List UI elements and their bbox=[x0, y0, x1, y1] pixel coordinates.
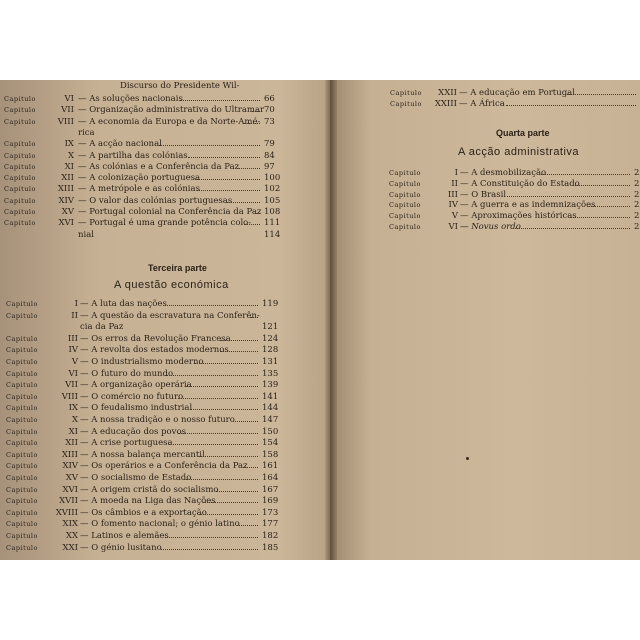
page-number: 185 bbox=[262, 542, 279, 553]
leader-dots bbox=[515, 222, 630, 229]
chapter-number: XXI bbox=[62, 542, 78, 553]
page-number: 2 bbox=[634, 189, 640, 200]
chapter-word: Capitulo bbox=[4, 95, 36, 103]
page-number: 66 bbox=[264, 94, 275, 104]
leader-dots bbox=[237, 519, 258, 526]
section-label-quarta: Quarta parte bbox=[496, 128, 550, 138]
chapter-word: Capitulo bbox=[6, 358, 38, 366]
chapter-title: — A África bbox=[459, 99, 505, 109]
chapter-number: XX bbox=[65, 531, 78, 541]
chapter-word: Capitulo bbox=[389, 190, 421, 199]
chapter-word: Capitulo bbox=[6, 462, 38, 471]
chapter-word: Capitulo bbox=[389, 212, 421, 221]
page-number: 141 bbox=[262, 391, 279, 402]
chapter-word: Capitulo bbox=[6, 404, 38, 413]
leader-dots bbox=[199, 450, 258, 457]
chapter-number: XIII bbox=[61, 449, 78, 460]
page-number: 124 bbox=[262, 333, 279, 344]
chapter-number: IX bbox=[64, 139, 74, 150]
page-number: 111 bbox=[264, 218, 281, 229]
section-label-terceira: Terceira parte bbox=[148, 263, 207, 273]
chapter-title: — A economia da Europa e da Norte-Amé- bbox=[78, 116, 261, 127]
chapter-number: IV bbox=[448, 200, 458, 211]
chapter-title: — A metrópole e as colónias bbox=[78, 184, 200, 195]
leader-dots bbox=[161, 543, 259, 550]
chapter-number: II bbox=[71, 310, 78, 321]
chapter-word: Capitulo bbox=[4, 140, 36, 149]
chapter-word: Capitulo bbox=[6, 497, 38, 506]
chapter-title: — A Constituição do Estado bbox=[460, 178, 580, 189]
chapter-number: XVIII bbox=[55, 507, 78, 518]
page-number: 97 bbox=[264, 161, 275, 172]
leader-dots bbox=[252, 105, 260, 112]
chapter-word: Capitulo bbox=[4, 117, 36, 126]
leader-dots bbox=[235, 162, 260, 169]
chapter-word: Capitulo bbox=[6, 450, 38, 459]
chapter-word: Capitulo bbox=[389, 223, 421, 231]
leader-dots bbox=[233, 415, 258, 422]
ink-spot bbox=[466, 457, 469, 460]
chapter-number: III bbox=[447, 189, 458, 200]
leader-dots bbox=[165, 369, 258, 376]
leader-dots bbox=[565, 88, 636, 95]
leader-dots bbox=[190, 403, 258, 410]
page-number: 79 bbox=[264, 139, 275, 150]
chapter-title: — A crise portuguesa bbox=[80, 438, 173, 449]
chapter-title: — A moeda na Liga das Nações bbox=[80, 496, 216, 507]
chapter-word: Capitulo bbox=[389, 169, 421, 177]
page-number: 150 bbox=[262, 426, 279, 437]
chapter-title: rica bbox=[78, 127, 95, 138]
chapter-title: — A educação dos povos bbox=[80, 426, 186, 437]
chapter-word: Capitulo bbox=[6, 311, 38, 320]
chapter-title: — Aproximações históricas bbox=[460, 211, 577, 222]
chapter-title: — A partilha das colónias bbox=[78, 150, 188, 161]
chapter-title: — O socialismo de Estado bbox=[80, 473, 192, 483]
chapter-number: VIII bbox=[57, 116, 74, 127]
chapter-title: — As colónias e a Conferência da Paz bbox=[78, 161, 240, 172]
leader-dots bbox=[199, 508, 258, 515]
leader-dots bbox=[186, 380, 258, 387]
leader-dots bbox=[188, 151, 260, 158]
chapter-title: — A origem cristã do socialismo bbox=[80, 484, 219, 495]
chapter-title: — Organização administrativa do Ultramar bbox=[78, 105, 265, 116]
chapter-number: XV bbox=[61, 207, 74, 217]
chapter-number: XI bbox=[64, 161, 74, 172]
page-number: 147 bbox=[262, 415, 279, 425]
chapter-word: Capitulo bbox=[6, 381, 38, 390]
chapter-word: Capitulo bbox=[4, 106, 36, 115]
chapter-word: Capitulo bbox=[6, 416, 38, 424]
chapter-title: — O fomento nacional; o génio latino bbox=[80, 519, 240, 530]
page-number: 164 bbox=[262, 473, 279, 483]
chapter-number: VIII bbox=[61, 391, 78, 402]
page-number: 102 bbox=[264, 184, 281, 195]
chapter-title: — O futuro do mundo bbox=[80, 368, 174, 379]
chapter-title: nial bbox=[78, 229, 94, 240]
chapter-title: — Portugal colonial na Conferência da Paz bbox=[78, 207, 262, 217]
page-number: 114 bbox=[264, 229, 281, 240]
chapter-title: — A questão da escravatura na Conferên- bbox=[80, 310, 260, 321]
chapter-number: IX bbox=[68, 403, 78, 414]
page-number: 139 bbox=[262, 380, 279, 391]
chapter-title: — A nossa tradição e o nosso futuro bbox=[80, 415, 235, 425]
page-number: 182 bbox=[262, 531, 279, 541]
chapter-word: Capitulo bbox=[6, 485, 38, 494]
leader-dots bbox=[193, 173, 261, 180]
page-number: 2 bbox=[634, 200, 640, 211]
chapter-number: VI bbox=[448, 222, 458, 232]
book-photo bbox=[0, 80, 640, 560]
chapter-word: Capitulo bbox=[389, 179, 421, 188]
leader-dots bbox=[575, 179, 631, 186]
chapter-number: XVI bbox=[58, 218, 74, 229]
page-number: 131 bbox=[262, 357, 279, 367]
leader-dots bbox=[227, 196, 261, 203]
chapter-word: Capitulo bbox=[6, 439, 38, 448]
chapter-title: — O valor das colónias portuguesas bbox=[78, 195, 233, 206]
page-number: 177 bbox=[262, 519, 279, 530]
chapter-title: — A educação em Portugal bbox=[459, 88, 575, 98]
chapter-title: — Os erros da Revolução Francesa bbox=[80, 333, 231, 344]
top-fragment: Discurso do Presidente Wil- bbox=[120, 81, 240, 91]
page-number: 2 bbox=[634, 222, 640, 232]
chapter-word: Capitulo bbox=[390, 100, 422, 108]
leader-dots bbox=[178, 427, 259, 434]
chapter-number: I bbox=[74, 299, 78, 309]
leader-dots bbox=[241, 461, 258, 468]
section-title-accao-administrativa: A acção administrativa bbox=[458, 146, 580, 158]
leader-dots bbox=[507, 190, 631, 197]
chapter-word: Capitulo bbox=[4, 196, 36, 205]
chapter-title: — O Brasil bbox=[460, 189, 507, 200]
leader-dots bbox=[244, 117, 261, 124]
chapter-number: XIV bbox=[62, 461, 78, 472]
leader-dots bbox=[244, 218, 261, 225]
chapter-word: Capitulo bbox=[4, 162, 36, 171]
chapter-number: VII bbox=[61, 105, 74, 116]
leader-dots bbox=[178, 392, 259, 399]
page-number: 105 bbox=[264, 195, 281, 206]
page-number: 135 bbox=[262, 368, 279, 379]
chapter-title: — As soluções nacionais bbox=[78, 94, 183, 104]
chapter-word: Capitulo bbox=[4, 174, 36, 183]
chapter-title: — A nossa balança mercantil bbox=[80, 449, 205, 460]
chapter-word: Capitulo bbox=[6, 392, 38, 401]
leader-dots bbox=[256, 207, 260, 214]
book-gutter bbox=[325, 80, 337, 560]
chapter-title: — A acção nacional bbox=[78, 139, 162, 150]
leader-dots bbox=[570, 211, 630, 218]
chapter-number: XII bbox=[61, 173, 74, 184]
chapter-title: — Novus ordo bbox=[460, 222, 521, 232]
chapter-word: Capitulo bbox=[4, 208, 36, 216]
chapter-word: Capitulo bbox=[6, 300, 38, 308]
section-title-questao-economica: A questão económica bbox=[114, 279, 229, 291]
page-number: 173 bbox=[262, 507, 279, 518]
leader-dots bbox=[165, 531, 258, 538]
page-number: 161 bbox=[262, 461, 279, 472]
chapter-title: — A guerra e as indemnizações bbox=[460, 200, 596, 211]
chapter-word: Capitulo bbox=[6, 369, 38, 378]
chapter-title: — Latinos e alemães bbox=[80, 531, 169, 541]
chapter-word: Capitulo bbox=[4, 219, 36, 228]
chapter-number: VI bbox=[64, 94, 74, 104]
chapter-word: Capitulo bbox=[6, 543, 38, 552]
chapter-number: V bbox=[71, 357, 78, 367]
chapter-number: IV bbox=[68, 345, 78, 356]
page-number: 108 bbox=[264, 207, 281, 217]
leader-dots bbox=[165, 299, 258, 306]
chapter-title: — O industrialismo moderno bbox=[80, 357, 204, 367]
chapter-word: Capitulo bbox=[6, 520, 38, 529]
chapter-title: — Os câmbios e a exportação bbox=[80, 507, 207, 518]
page-number: 119 bbox=[262, 299, 279, 309]
chapter-title: — A revolta dos estados modernos bbox=[80, 345, 229, 356]
chapter-number: XIX bbox=[62, 519, 78, 530]
chapter-word: Capitulo bbox=[6, 508, 38, 517]
chapter-number: X bbox=[67, 150, 74, 161]
chapter-number: XII bbox=[65, 438, 78, 449]
page-number: 84 bbox=[264, 150, 275, 161]
chapter-title: — A colonização portuguesa bbox=[78, 173, 201, 184]
leader-dots bbox=[159, 139, 261, 146]
page-number: 167 bbox=[262, 484, 279, 495]
page-number: 100 bbox=[264, 173, 281, 184]
leader-dots bbox=[186, 473, 258, 480]
leader-dots bbox=[180, 94, 260, 101]
chapter-title: — O comércio no futuro bbox=[80, 391, 184, 402]
chapter-number: XV bbox=[65, 473, 78, 483]
chapter-number: XVII bbox=[59, 496, 78, 507]
chapter-title: — A desmobilização bbox=[460, 168, 547, 178]
chapter-number: I bbox=[454, 168, 458, 178]
chapter-number: VII bbox=[65, 380, 78, 391]
chapter-word: Capitulo bbox=[6, 532, 38, 540]
chapter-number: XVI bbox=[62, 484, 78, 495]
chapter-word: Capitulo bbox=[4, 151, 36, 160]
chapter-number: XIII bbox=[57, 184, 74, 195]
chapter-number: XI bbox=[68, 426, 78, 437]
chapter-word: Capitulo bbox=[6, 334, 38, 343]
chapter-number: II bbox=[451, 178, 458, 189]
chapter-title: — Portugal é uma grande potência colo- bbox=[78, 218, 252, 229]
chapter-number: V bbox=[451, 211, 458, 222]
chapter-word: Capitulo bbox=[390, 89, 422, 97]
leader-dots bbox=[250, 311, 258, 318]
chapter-title: — A luta das nações bbox=[80, 299, 167, 309]
leader-dots bbox=[220, 345, 258, 352]
leader-dots bbox=[203, 496, 258, 503]
leader-dots bbox=[220, 334, 258, 341]
chapter-number: XXII bbox=[438, 88, 457, 98]
page-number: 2 bbox=[634, 178, 640, 189]
chapter-number: X bbox=[71, 415, 78, 425]
page-number: 144 bbox=[262, 403, 279, 414]
page-number: 154 bbox=[262, 438, 279, 449]
chapter-number: VI bbox=[68, 368, 78, 379]
page-number: 121 bbox=[262, 322, 279, 333]
page-number: 128 bbox=[262, 345, 279, 356]
chapter-number: III bbox=[67, 333, 78, 344]
chapter-word: Capitulo bbox=[6, 427, 38, 436]
leader-dots bbox=[169, 438, 258, 445]
leader-dots bbox=[587, 200, 630, 207]
leader-dots bbox=[197, 184, 260, 191]
page-number: 2 bbox=[634, 168, 640, 178]
chapter-title: — O génio lusitano bbox=[80, 542, 162, 553]
chapter-title: — O feudalismo industrial bbox=[80, 403, 193, 414]
leader-dots bbox=[541, 168, 631, 175]
leader-dots bbox=[506, 99, 637, 106]
chapter-title: cia da Paz bbox=[80, 322, 124, 333]
page-number: 70 bbox=[264, 105, 275, 116]
chapter-title: — A organização operária bbox=[80, 380, 192, 391]
page-number: 2 bbox=[634, 211, 640, 222]
chapter-number: XXIII bbox=[434, 99, 457, 109]
chapter-title: — Os operários e a Conferência da Paz bbox=[80, 461, 248, 472]
page-number: 158 bbox=[262, 449, 279, 460]
leader-dots bbox=[216, 485, 258, 492]
page-number: 73 bbox=[264, 116, 275, 127]
chapter-word: Capitulo bbox=[389, 201, 421, 210]
chapter-word: Capitulo bbox=[4, 185, 36, 194]
leader-dots bbox=[195, 357, 259, 364]
chapter-word: Capitulo bbox=[6, 474, 38, 482]
chapter-word: Capitulo bbox=[6, 346, 38, 355]
page-number: 169 bbox=[262, 496, 279, 507]
chapter-number: XIV bbox=[58, 195, 74, 206]
